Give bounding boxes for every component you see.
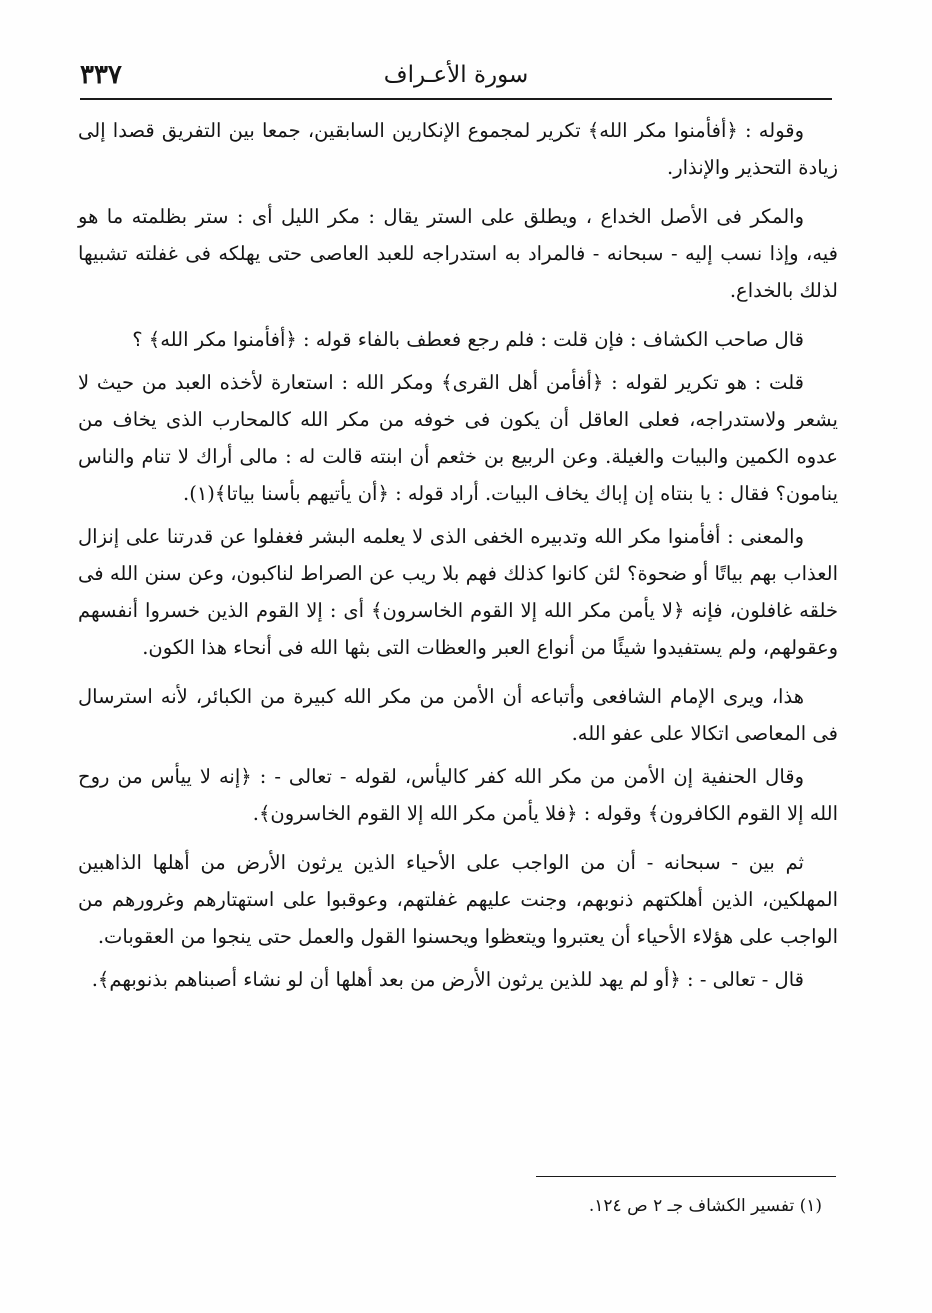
paragraph-4: قلت : هو تكرير لقوله : ﴿أفأمن أهل القرى﴾ ومكر الله : استعارة لأخذه العبد من حيث لا يشعر ولاستدراجه، فعلى العاقل أن يكون فى خوفه من مكر الله كالمحارب الذى يخاف من عدوه الكمين والبيات والغيلة. وعن الربيع بن خثعم أن ابنته قالت له : مالى أراك لا تنام والناس ينامون؟ فقال : يا بنتاه إن إباك يخاف البيات. أراد قوله : ﴿أن يأتيهم بأسنا بياتا﴾(١). — [78, 371, 838, 505]
main-text — [78, 112, 838, 1010]
paragraph-3: قال صاحب الكشاف : فإن قلت : فلم رجع فعطف بالفاء قوله : ﴿أفأمنوا مكر الله﴾ ؟ — [132, 328, 804, 351]
paragraph-5: والمعنى : أفأمنوا مكر الله وتدبيره الخفى الذى لا يعلمه البشر فغفلوا عن قدرتنا على إنزال العذاب بهم بياتًا أو ضحوة؟ لئن كانوا كذلك فهم بلا ريب عن الصراط لناكبون، وعن سنن الله فى خلقه غافلون، فإنه ﴿لا يأمن مكر الله إلا القوم الخاسرون﴾ أى : إلا القوم الذين خسروا أنفسهم وعقولهم، ولم يستفيدوا شيئًا من أنواع العبر والعظات التى بثها الله فى أنحاء هذا الكون. — [78, 525, 838, 659]
paragraph-2: والمكر فى الأصل الخداع ، ويطلق على الستر يقال : مكر الليل أى : ستر بظلمته ما هو فيه، وإذا نسب إليه - سبحانه - فالمراد به استدراجه للعبد العاصى حتى يهلكه فى غفلته تشبيها لذلك بالخداع. — [78, 205, 838, 302]
paragraph-9: قال - تعالى - : ﴿أو لم يهد للذين يرثون الأرض من بعد أهلها أن لو نشاء أصبناهم بذنوبهم﴾. — [91, 968, 804, 991]
paragraph-6: هذا، ويرى الإمام الشافعى وأتباعه أن الأمن من مكر الله كبيرة من الكبائر، لأنه استرسال فى المعاصى اتكالا على عفو الله. — [78, 685, 838, 745]
header-divider — [80, 98, 832, 100]
paragraph-7: وقال الحنفية إن الأمن من مكر الله كفر كاليأس، لقوله - تعالى - : ﴿إنه لا ييأس من روح الله إلا القوم الكافرون﴾ وقوله : ﴿فلا يأمن مكر الله إلا القوم الخاسرون﴾. — [78, 765, 838, 825]
paragraph-1: وقوله : ﴿أفأمنوا مكر الله﴾ تكرير لمجموع الإنكارين السابقين، جمعا بين التفريق قصدا إلى زيادة التحذير والإنذار. — [78, 119, 838, 179]
page-title: سورة الأعـراف — [383, 62, 529, 88]
page-number: ٣٣٧ — [80, 60, 122, 90]
footnote-divider — [536, 1176, 836, 1177]
footnote: (١) تفسير الكشاف جـ ٢ ص ١٢٤. — [588, 1196, 822, 1216]
page-header — [80, 58, 832, 96]
paragraph-8: ثم بين - سبحانه - أن من الواجب على الأحياء الذين يرثون الأرض من أهلها الذاهبين المهلكين، الذين أهلكتهم ذنوبهم، وجنت عليهم غفلتهم، وعوقبوا على استهتارهم وغرورهم من الواجب على هؤلاء الأحياء أن يعتبروا ويتعظوا ويحسنوا القول والعمل حتى ينجوا من العقوبات. — [78, 851, 838, 948]
